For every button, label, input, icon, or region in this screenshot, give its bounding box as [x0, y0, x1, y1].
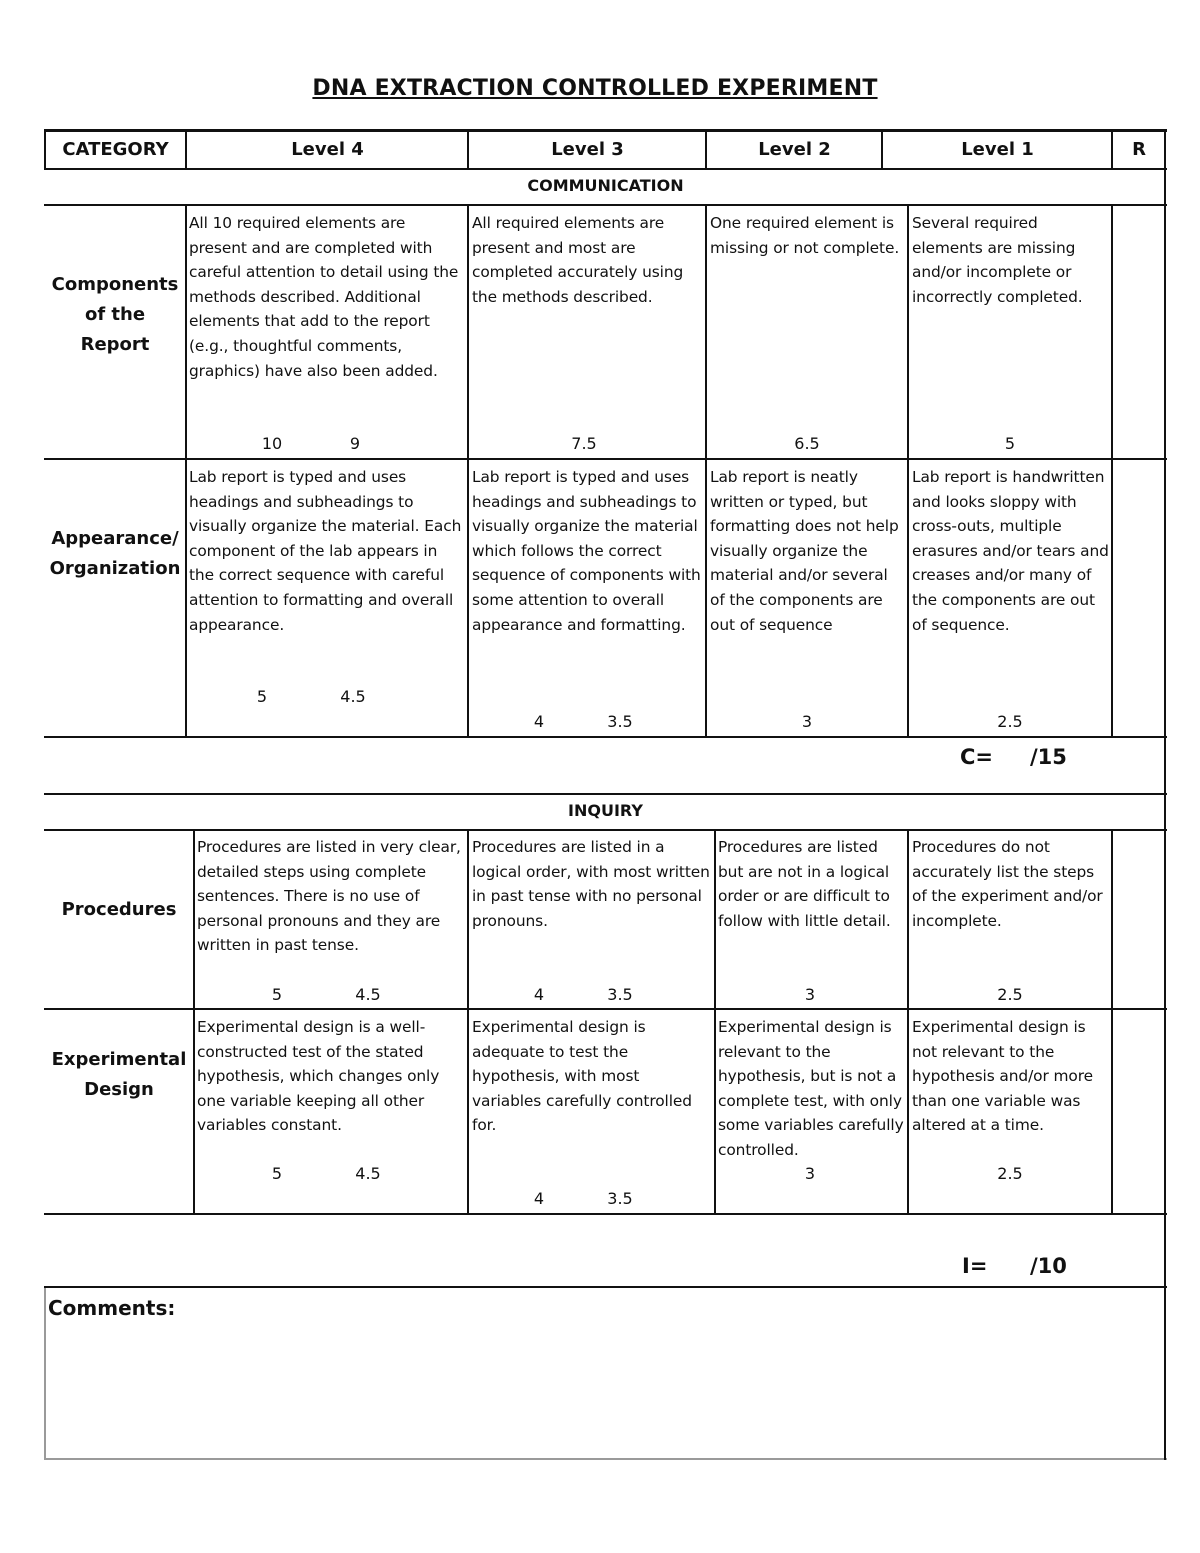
design-level-3: Experimental design is adequate to test the hypothesis, with most variables carefully controlled for.	[472, 1018, 692, 1135]
design-level-4-score-b: 4.5	[355, 1164, 381, 1183]
grid-line	[44, 736, 1167, 738]
procedures-level-4: Procedures are listed in very clear, detailed steps using complete sentences. There is no use of personal pronouns and they are written in past tense.	[197, 838, 461, 955]
comments-label: Comments:	[48, 1296, 176, 1320]
components-level-4: All 10 required elements are present and are completed with careful attention to detail using the methods described. Additional elements that add to the report (e.g., thoughtful comments, graphics) have also been added.	[189, 214, 459, 380]
appearance-level-4-score-b: 4.5	[340, 687, 366, 706]
page-title: DNA EXTRACTION CONTROLLED EXPERIMENT	[312, 76, 878, 101]
appearance-level-1-score: 2.5	[997, 712, 1023, 731]
procedures-level-3-score-b: 3.5	[607, 985, 633, 1004]
grid-line	[467, 129, 469, 170]
appearance-level-3-score-b: 3.5	[607, 712, 633, 731]
appearance-level-3: Lab report is typed and uses headings and subheadings to visually organize the material which follows the correct sequence of components with some attention to overall appearance and formatting.	[472, 468, 701, 634]
header-category: CATEGORY	[62, 139, 169, 160]
procedures-level-2: Procedures are listed but are not in a logical order or are difficult to follow with little detail.	[718, 838, 891, 930]
grid-line	[44, 1213, 1167, 1215]
grid-line	[185, 129, 187, 170]
procedures-level-4-score-a: 5	[271, 985, 283, 1004]
appearance-level-3-score-a: 4	[533, 712, 545, 731]
category-appearance: Appearance/ Organization	[49, 528, 181, 579]
design-level-2: Experimental design is relevant to the hypothesis, but is not a complete test, with only some variables carefully controlled.	[718, 1018, 904, 1159]
design-level-3-score-b: 3.5	[607, 1189, 633, 1208]
grid-line	[44, 1286, 1167, 1288]
procedures-level-3: Procedures are listed in a logical order, with most written in past tense with no personal pronouns.	[472, 838, 710, 930]
components-level-3: All required elements are present and most are completed accurately using the methods described.	[472, 214, 684, 306]
procedures-level-4-score-b: 4.5	[355, 985, 381, 1004]
components-level-2: One required element is missing or not complete.	[710, 214, 900, 257]
grid-line	[44, 204, 1167, 206]
header-level-1: Level 1	[961, 139, 1034, 160]
design-level-1: Experimental design is not relevant to the hypothesis and/or more than one variable was altered at a time.	[912, 1018, 1093, 1135]
header-level-2: Level 2	[758, 139, 831, 160]
procedures-level-3-score-a: 4	[533, 985, 545, 1004]
design-level-3-score-a: 4	[533, 1189, 545, 1208]
appearance-level-4: Lab report is typed and uses headings and subheadings to visually organize the material. Each component of the lab appears in the correct sequence with careful attention to formatting and overall appearance.	[189, 468, 462, 634]
section-communication: COMMUNICATION	[527, 176, 684, 195]
grid-line	[1111, 829, 1113, 1215]
grid-line	[44, 168, 1167, 170]
grid-line	[1111, 204, 1113, 738]
procedures-level-1-score: 2.5	[997, 985, 1023, 1004]
grid-line	[44, 793, 1167, 795]
grid-line	[185, 204, 187, 738]
design-level-2-score: 3	[804, 1164, 816, 1183]
appearance-level-2-score: 3	[801, 712, 813, 731]
appearance-level-1: Lab report is handwritten and looks sloppy with cross-outs, multiple erasures and/or tears and creases and/or many of the components are out of sequence.	[912, 468, 1109, 634]
grid-line	[44, 1008, 1167, 1010]
category-experimental-design: Experimental Design	[51, 1049, 187, 1100]
grid-line	[467, 829, 469, 1215]
components-level-2-score: 6.5	[794, 434, 820, 453]
design-level-1-score: 2.5	[997, 1164, 1023, 1183]
grid-line	[1111, 129, 1113, 170]
inquiry-total-label: I=	[962, 1254, 988, 1278]
grid-line	[907, 829, 909, 1215]
grid-line	[881, 129, 883, 170]
grid-line	[44, 1288, 46, 1460]
grid-line	[705, 204, 707, 738]
grid-line	[1164, 129, 1166, 1460]
section-inquiry: INQUIRY	[568, 801, 643, 820]
design-level-4-score-a: 5	[271, 1164, 283, 1183]
grid-line	[705, 129, 707, 170]
category-procedures: Procedures	[61, 899, 177, 920]
grid-line	[44, 129, 46, 170]
components-level-1-score: 5	[1004, 434, 1016, 453]
grid-line	[193, 829, 195, 1215]
header-level-4: Level 4	[291, 139, 364, 160]
components-level-4-score-a: 10	[261, 434, 283, 453]
grid-line	[44, 129, 1167, 132]
components-level-4-score-b: 9	[349, 434, 361, 453]
procedures-level-1: Procedures do not accurately list the steps of the experiment and/or incomplete.	[912, 838, 1103, 930]
header-level-3: Level 3	[551, 139, 624, 160]
grid-line	[907, 204, 909, 738]
grid-line	[44, 1458, 1167, 1460]
inquiry-total-max: /10	[1030, 1254, 1067, 1278]
components-level-3-score: 7.5	[571, 434, 597, 453]
grid-line	[44, 458, 1167, 460]
procedures-level-2-score: 3	[804, 985, 816, 1004]
communication-total-max: /15	[1030, 745, 1067, 769]
grid-line	[44, 829, 1167, 831]
grid-line	[467, 204, 469, 738]
components-level-1: Several required elements are missing and/or incomplete or incorrectly completed.	[912, 214, 1083, 306]
grid-line	[714, 829, 716, 1215]
communication-total-label: C=	[960, 745, 994, 769]
category-components: Components of the Report	[51, 274, 179, 355]
appearance-level-2: Lab report is neatly written or typed, but formatting does not help visually organize the material and/or several of the components are out of sequence	[710, 468, 899, 634]
appearance-level-4-score-a: 5	[256, 687, 268, 706]
header-r: R	[1132, 139, 1146, 160]
design-level-4: Experimental design is a well-constructed test of the stated hypothesis, which changes only one variable keeping all other variables constant.	[197, 1018, 440, 1135]
